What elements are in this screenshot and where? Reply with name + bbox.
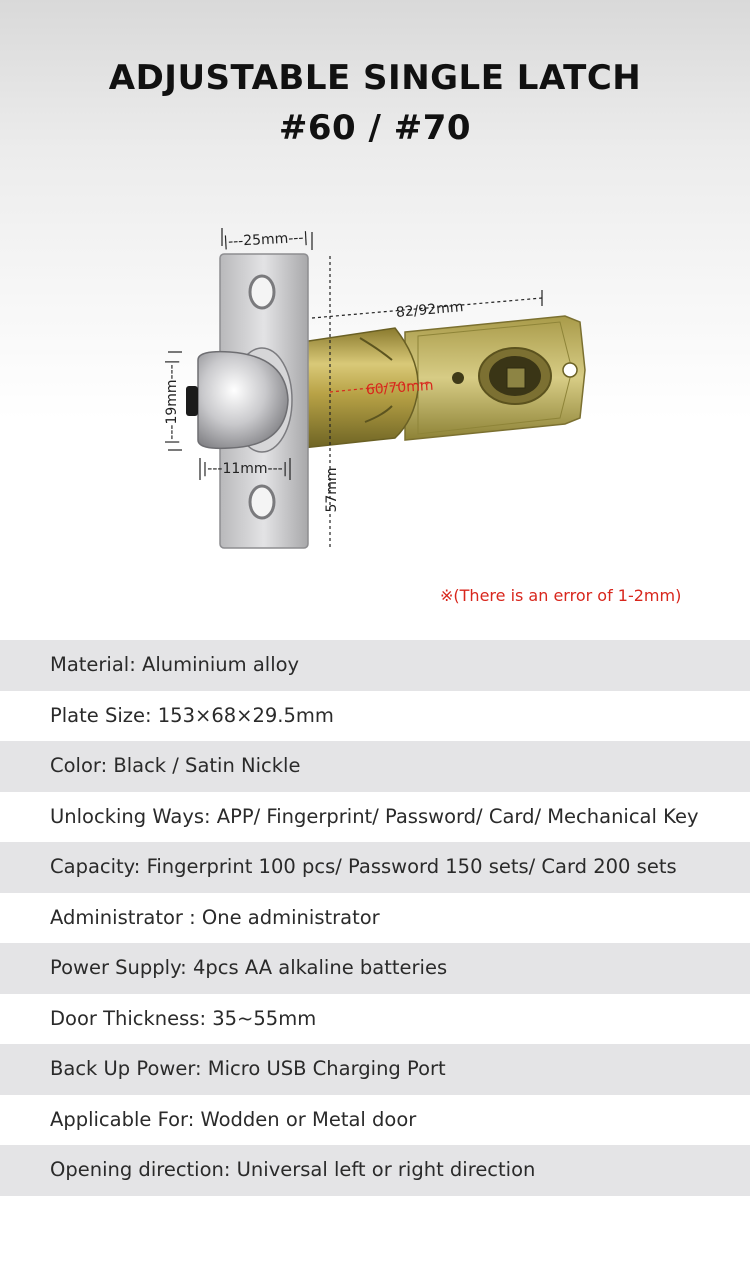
model-subtitle: #60 / #70 (278, 108, 472, 148)
dim-bolt-width-label: |---11mm---| (202, 461, 288, 477)
dim-plate-width-label: |---25mm---| (223, 229, 309, 251)
latch-diagram (0, 210, 750, 570)
spec-row-power-supply: Power Supply: 4pcs AA alkaline batteries (0, 943, 750, 994)
page-title: ADJUSTABLE SINGLE LATCH (108, 58, 642, 98)
tolerance-note: ※(There is an error of 1-2mm) (440, 586, 682, 605)
dim-bolt-height-label: |---19mm---| (164, 359, 180, 445)
spec-row-color: Color: Black / Satin Nickle (0, 741, 750, 792)
spec-row-applicable-for: Applicable For: Wodden or Metal door (0, 1095, 750, 1146)
latch-bolt (186, 348, 292, 452)
spec-table (0, 640, 750, 1196)
spec-row-opening-direction: Opening direction: Universal left or right direction (0, 1145, 750, 1196)
spec-row-administrator: Administrator : One administrator (0, 893, 750, 944)
spec-row-door-thickness: Door Thickness: 35~55mm (0, 994, 750, 1045)
dim-adjust-label: 60/70mm (365, 377, 435, 399)
spec-row-backup-power: Back Up Power: Micro USB Charging Port (0, 1044, 750, 1095)
dim-plate-height-label: 57mm (324, 467, 340, 513)
spec-row-unlocking-ways: Unlocking Ways: APP/ Fingerprint/ Password/ Card/ Mechanical Key (0, 792, 750, 843)
spec-row-capacity: Capacity: Fingerprint 100 pcs/ Password 150 sets/ Card 200 sets (0, 842, 750, 893)
dim-backset-label: 82/92mm (395, 299, 465, 321)
spec-row-plate-size: Plate Size: 153×68×29.5mm (0, 691, 750, 742)
spec-row-material: Material: Aluminium alloy (0, 640, 750, 691)
